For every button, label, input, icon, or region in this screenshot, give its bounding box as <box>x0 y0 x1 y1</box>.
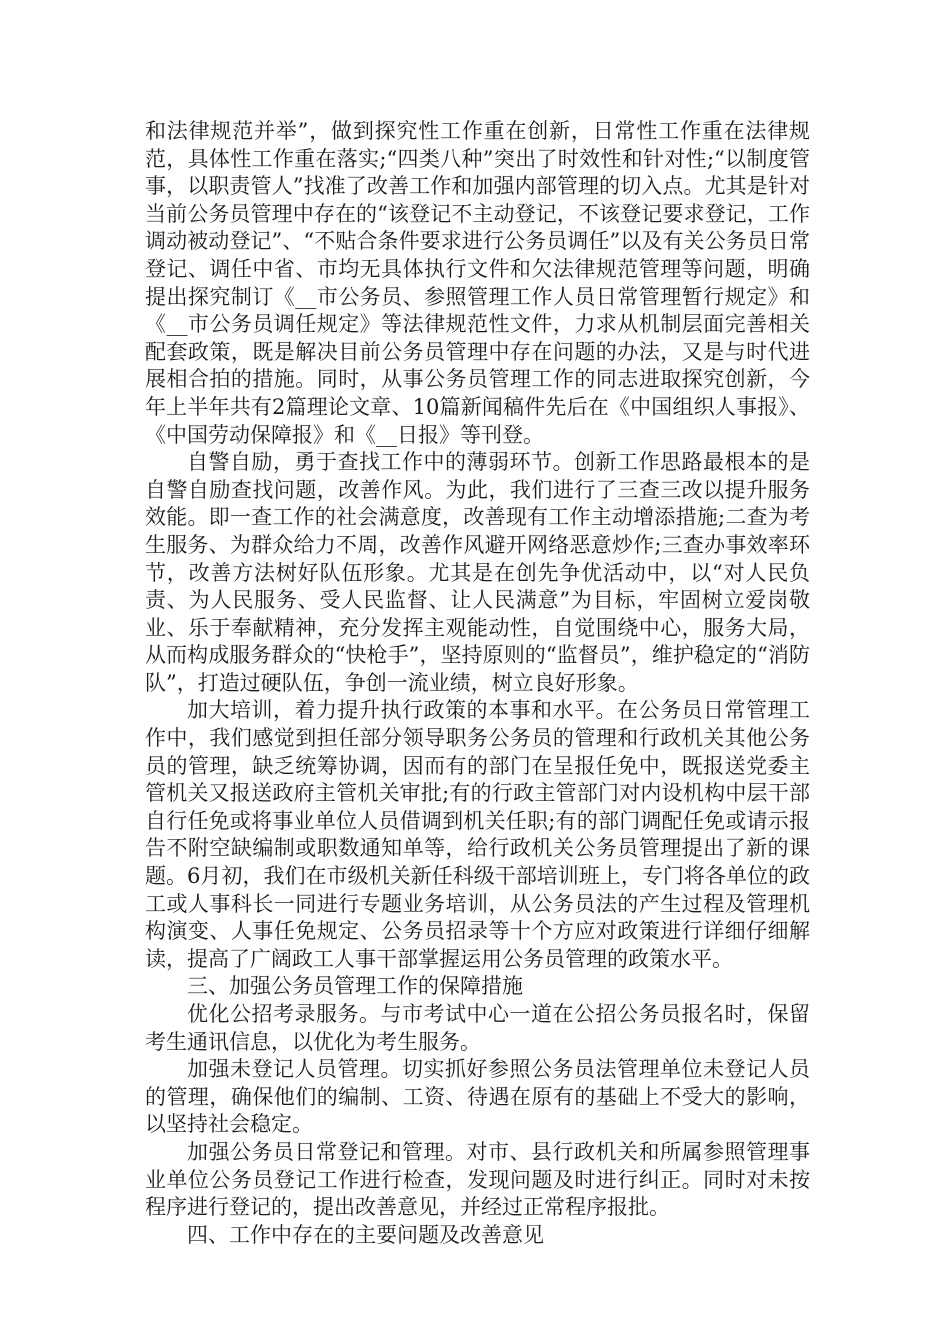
paragraph-3: 加大培训，着力提升执行政策的本事和水平。在公务员日常管理工作中，我们感觉到担任部分领导职务公务员的管理和行政机关其他公务员的管理，缺乏统筹协调，因而有的部门在呈报任免中，既报送党委主管机关又报送政府主管机关审批;有的行政主管部门对内设机构中层干部自行任免或将事业单位人员借调到机关任职;有的部门调配任免或请示报告不附空缺编制或职数通知单等，给行政机关公务员管理提出了新的课题。6月初，我们在市级机关新任科级干部培训班上，专门将各单位的政工或人事科长一同进行专题业务培训，从公务员法的产生过程及管理机构演变、人事任免规定、公务员招录等十个方应对政策进行详细仔细解读，提高了广阔政工人事干部掌握运用公务员管理的政策水平。 <box>145 698 810 971</box>
section-heading-4: 四、工作中存在的主要问题及改善意见 <box>187 1222 544 1247</box>
paragraph-1: 和法律规范并举”，做到探究性工作重在创新，日常性工作重在法律规范，具体性工作重在落实;“四类八种”突出了时效性和针对性;“以制度管事，以职责管人”找准了改善工作和加强内部管理的切入点。尤其是针对当前公务员管理中存在的“该登记不主动登记，不该登记要求登记，工作调动被动登记”、“不贴合条件要求进行公务员调任”以及有关公务员日常登记、调任中省、市均无具体执行文件和欠法律规范管理等问题，明确提出探究制订《__市公务员、参照管理工作人员日常管理暂行规定》和《__市公务员调任规定》等法律规范性文件，力求从机制层面完善相关配套政策，既是解决目前公务员管理中存在问题的办法，又是与时代进展相合拍的措施。同时，从事公务员管理工作的同志进取探究创新，今年上半年共有2篇理论文章、10篇新闻稿件先后在《中国组织人事报》、《中国劳动保障报》和《__日报》等刊登。 <box>145 119 810 447</box>
paragraph-6: 加强公务员日常登记和管理。对市、县行政机关和所属参照管理事业单位公务员登记工作进行检查，发现问题及时进行纠正。同时对未按程序进行登记的，提出改善意见，并经过正常程序报批。 <box>145 1139 810 1220</box>
document-page <box>145 118 810 1249</box>
paragraph-5: 加强未登记人员管理。切实抓好参照公务员法管理单位未登记人员的管理，确保他们的编制、工资、待遇在原有的基础上不受大的影响，以坚持社会稳定。 <box>145 1057 810 1137</box>
paragraph-2: 自警自励，勇于查找工作中的薄弱环节。创新工作思路最根本的是自警自励查找问题，改善作风。为此，我们进行了三查三改以提升服务效能。即一查工作的社会满意度，改善现有工作主动增添措施;二查为考生服务、为群众给力不周，改善作风避开网络恶意炒作;三查办事效率环节，改善方法树好队伍形象。尤其是在创先争优活动中，以“对人民负责、为人民服务、受人民监督、让人民满意”为目标，牢固树立爱岗敬业、乐于奉献精神，充分发挥主观能动性，自觉围绕中心，服务大局，从而构成服务群众的“快枪手”，坚持原则的“监督员”，维护稳定的“消防队”，打造过硬队伍，争创一流业绩，树立良好形象。 <box>145 450 810 695</box>
paragraph-4: 优化公招考录服务。与市考试中心一道在公招公务员报名时，保留考生通讯信息，以优化为考生服务。 <box>145 1002 810 1054</box>
section-heading-3: 三、加强公务员管理工作的保障措施 <box>187 974 523 999</box>
